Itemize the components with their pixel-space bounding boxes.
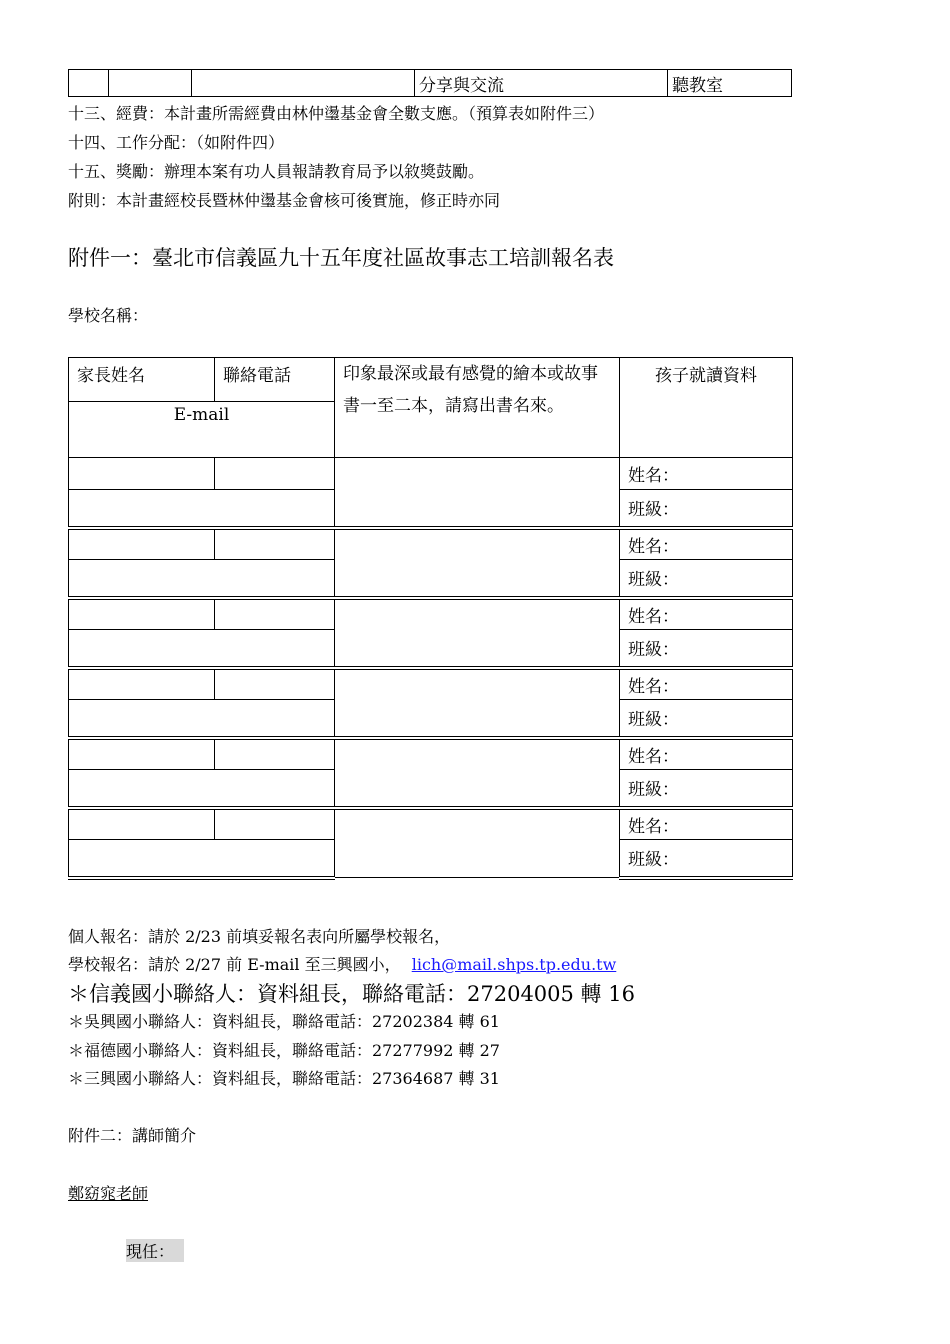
form-entry-row <box>69 808 793 840</box>
book-cell[interactable] <box>335 808 620 878</box>
appendix2-title: 附件二：講師簡介 <box>68 1126 197 1145</box>
form-entry-row <box>69 458 793 490</box>
book-cell[interactable] <box>335 598 620 668</box>
phone-cell[interactable] <box>215 668 335 700</box>
phone-cell[interactable] <box>215 458 335 490</box>
book-cell[interactable] <box>335 528 620 598</box>
item-14: 十四、工作分配：（如附件四） <box>68 133 285 152</box>
note-school <box>68 952 616 975</box>
header-phone: 聯絡電話 <box>215 358 335 402</box>
parent-name-cell[interactable] <box>69 458 215 490</box>
form-entry-row <box>69 668 793 700</box>
form-entry-row <box>69 598 793 630</box>
email-cell[interactable] <box>69 490 335 528</box>
contact-wuxing: ＊吳興國小聯絡人：資料組長，聯絡電話：27202384 轉 61 <box>68 1012 500 1031</box>
item-15: 十五、獎勵：辦理本案有功人員報請教育局予以敘獎鼓勵。 <box>68 162 485 181</box>
contact-xinyi: ＊信義國小聯絡人：資料組長，聯絡電話：27204005 轉 16 <box>68 982 635 1006</box>
note-personal: 個人報名：請於 2/23 前填妥報名表向所屬學校報名， <box>68 927 451 946</box>
child-name-cell[interactable]: 姓名： <box>620 808 793 840</box>
table-cell <box>69 70 109 97</box>
parent-name-cell[interactable] <box>69 668 215 700</box>
child-class-cell[interactable]: 班級： <box>620 700 793 738</box>
child-class-cell[interactable]: 班級： <box>620 630 793 668</box>
child-class-cell[interactable]: 班級： <box>620 490 793 528</box>
book-cell[interactable] <box>335 458 620 528</box>
child-class-cell[interactable]: 班級： <box>620 840 793 878</box>
child-name-cell[interactable]: 姓名： <box>620 598 793 630</box>
parent-name-cell[interactable] <box>69 598 215 630</box>
school-name-label: 學校名稱： <box>68 306 149 325</box>
appendix1-title: 附件一：臺北市信義區九十五年度社區故事志工培訓報名表 <box>68 246 614 270</box>
registration-form-table <box>68 357 793 880</box>
contact-sanxing: ＊三興國小聯絡人：資料組長，聯絡電話：27364687 轉 31 <box>68 1069 500 1088</box>
item-13: 十三、經費：本計畫所需經費由林仲璗基金會全數支應。（預算表如附件三） <box>68 104 605 123</box>
email-cell[interactable] <box>69 840 335 878</box>
email-cell[interactable] <box>69 700 335 738</box>
parent-name-cell[interactable] <box>69 808 215 840</box>
table-cell <box>109 70 192 97</box>
email-link[interactable]: lich@mail.shps.tp.edu.tw <box>411 955 617 974</box>
phone-cell[interactable] <box>215 738 335 770</box>
table-cell <box>192 70 415 97</box>
email-cell[interactable] <box>69 560 335 598</box>
child-class-cell[interactable]: 班級： <box>620 770 793 808</box>
child-name-cell[interactable]: 姓名： <box>620 668 793 700</box>
child-name-cell[interactable]: 姓名： <box>620 458 793 490</box>
email-cell[interactable] <box>69 770 335 808</box>
book-cell[interactable] <box>335 668 620 738</box>
note-school-text: 學校報名：請於 2/27 前 E-mail 至三興國小， <box>68 955 401 974</box>
table-row <box>69 358 793 402</box>
current-position-label: 現任： <box>126 1239 184 1262</box>
schedule-table-fragment <box>68 69 792 97</box>
child-name-cell[interactable]: 姓名： <box>620 528 793 560</box>
table-row <box>69 70 792 97</box>
header-parent-name: 家長姓名 <box>69 358 215 402</box>
table-cell: 聽教室 <box>668 70 792 97</box>
header-child-info: 孩子就讀資料 <box>620 358 793 458</box>
parent-name-cell[interactable] <box>69 738 215 770</box>
book-cell[interactable] <box>335 738 620 808</box>
child-name-cell[interactable]: 姓名： <box>620 738 793 770</box>
header-email: E-mail <box>69 402 335 458</box>
header-book: 印象最深或最有感覺的繪本或故事書一至二本，請寫出書名來。 <box>335 358 620 458</box>
item-appendix-rule: 附則：本計畫經校長暨林仲璗基金會核可後實施，修正時亦同 <box>68 191 501 210</box>
phone-cell[interactable] <box>215 528 335 560</box>
phone-cell[interactable] <box>215 808 335 840</box>
child-class-cell[interactable]: 班級： <box>620 560 793 598</box>
lecturer-name: 鄭窈窕老師 <box>68 1184 149 1203</box>
email-cell[interactable] <box>69 630 335 668</box>
form-entry-row <box>69 528 793 560</box>
phone-cell[interactable] <box>215 598 335 630</box>
table-cell: 分享與交流 <box>415 70 668 97</box>
parent-name-cell[interactable] <box>69 528 215 560</box>
contact-fude: ＊福德國小聯絡人：資料組長，聯絡電話：27277992 轉 27 <box>68 1041 500 1060</box>
form-entry-row <box>69 738 793 770</box>
